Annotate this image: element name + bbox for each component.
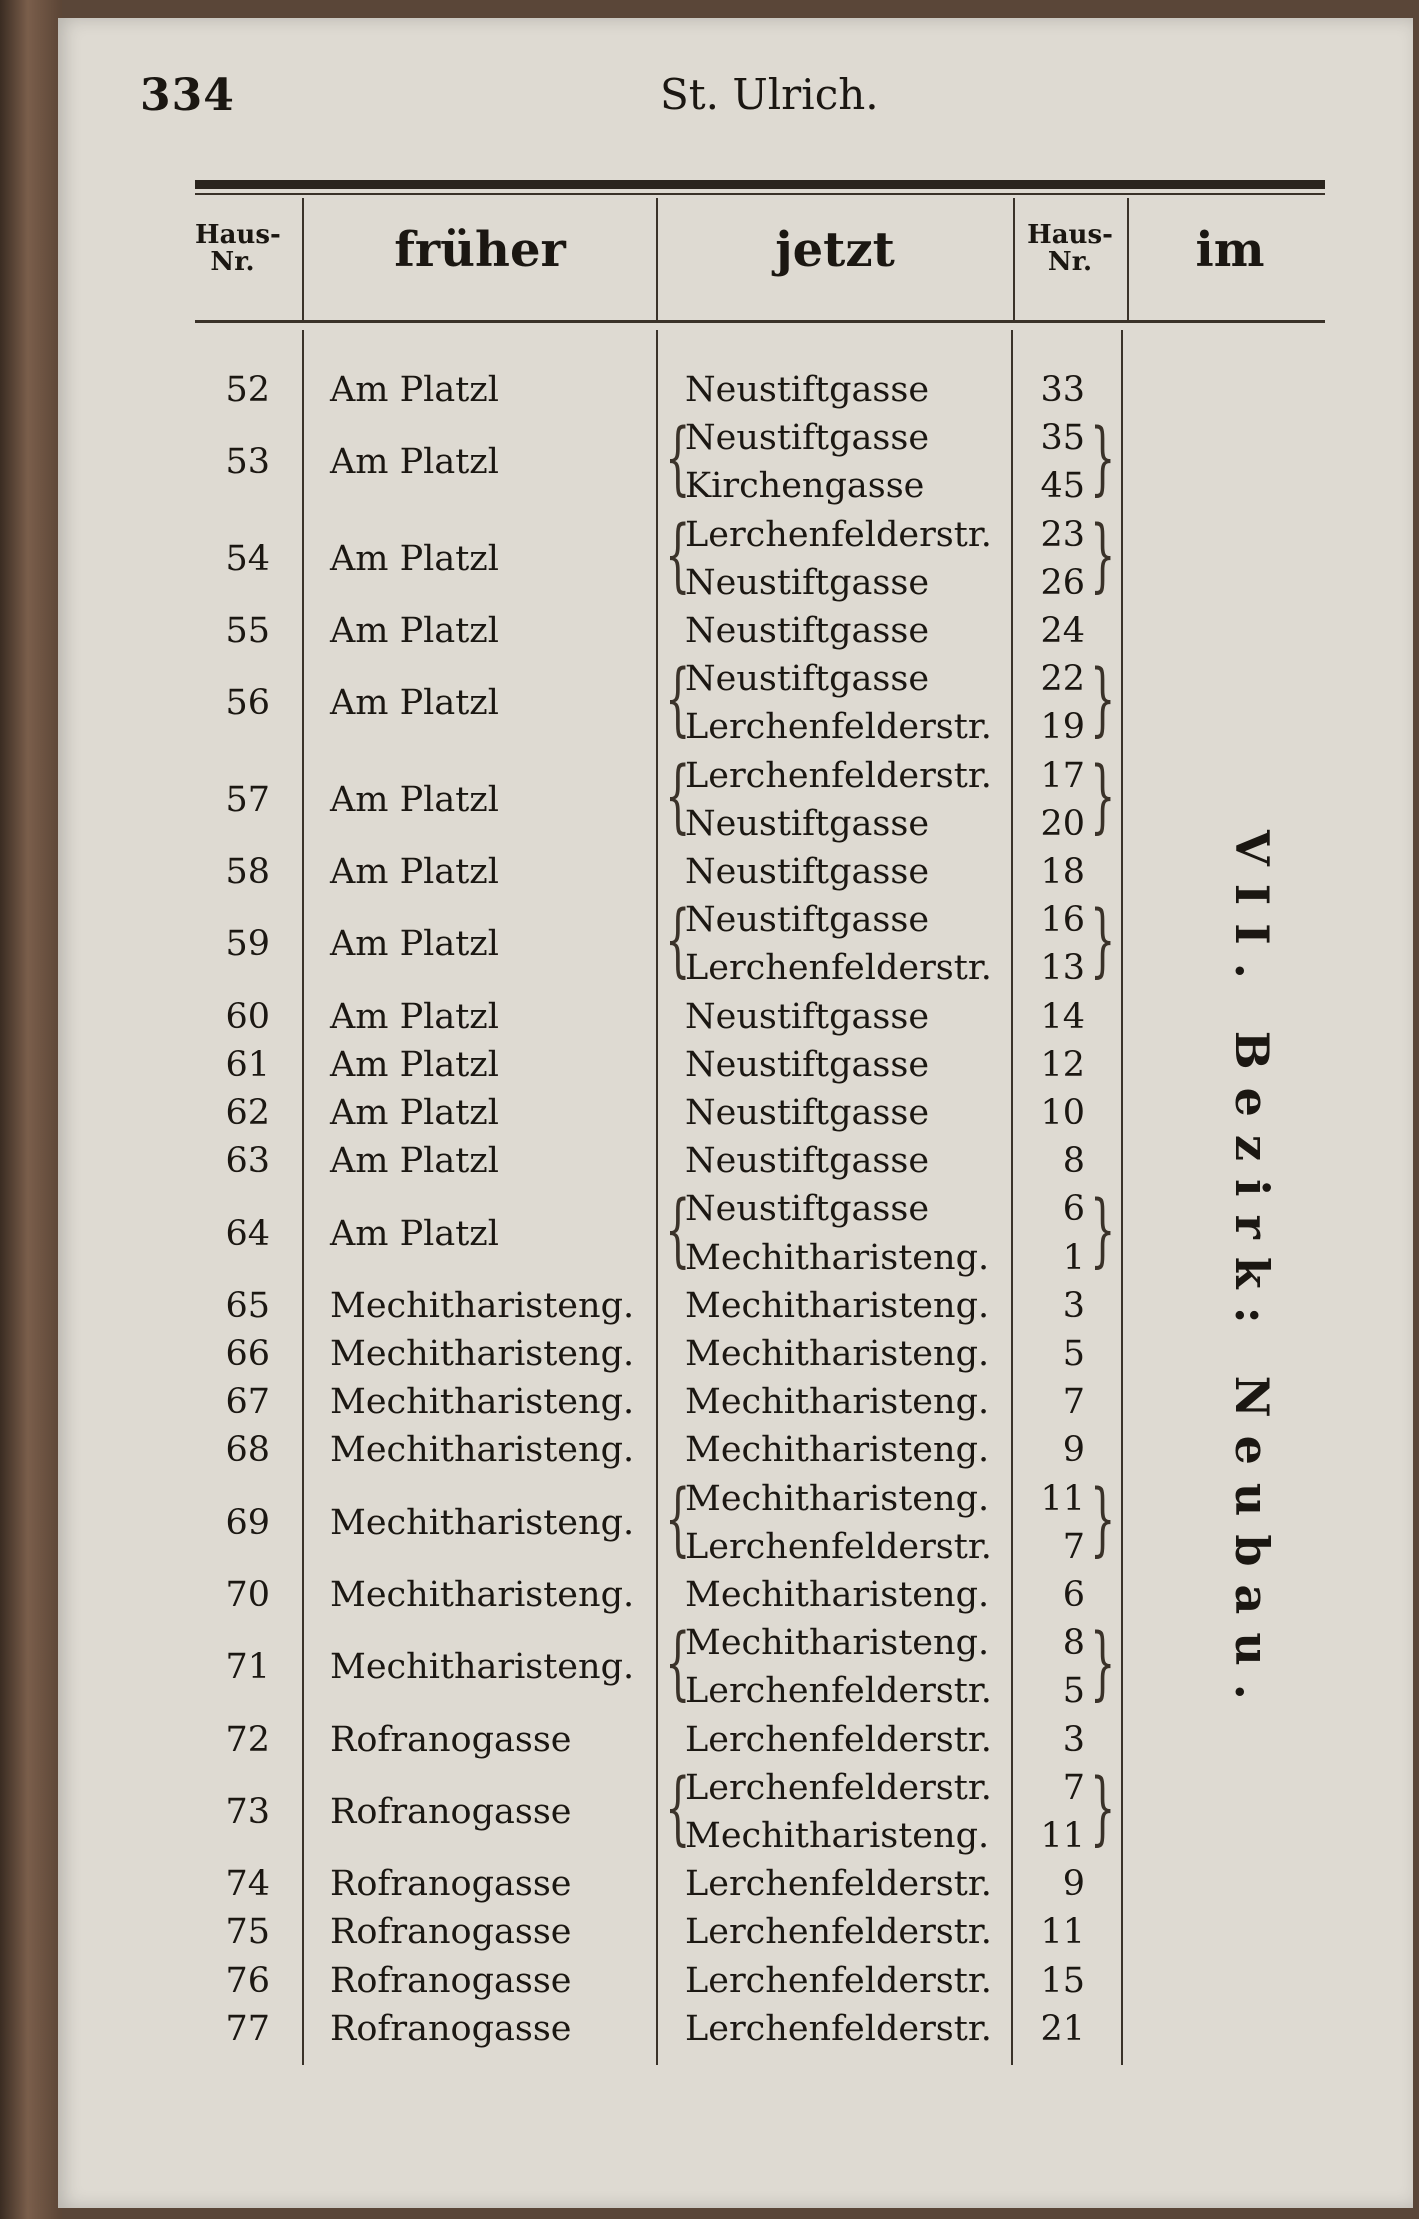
new-house-number: 21 xyxy=(1040,2008,1085,2049)
column-divider xyxy=(1013,198,1015,323)
current-street: Mechitharisteng. xyxy=(685,1285,990,1326)
current-street: Neustiftgasse xyxy=(685,1093,930,1133)
book-spine xyxy=(0,0,62,2219)
old-house-number: 77 xyxy=(225,2008,270,2049)
former-street: Rofranogasse xyxy=(330,2008,572,2049)
group-brace-left: { xyxy=(665,509,691,602)
new-house-number: 23 xyxy=(1040,514,1085,555)
new-house-number: 13 xyxy=(1040,948,1085,989)
old-house-number: 56 xyxy=(225,683,270,724)
group-brace-right: } xyxy=(1090,895,1116,988)
current-street: Lerchenfelderstr. xyxy=(685,1864,992,1905)
new-house-number: 7 xyxy=(1062,1767,1085,1808)
new-house-number: 3 xyxy=(1062,1285,1085,1326)
old-house-number: 66 xyxy=(225,1334,270,1374)
header-rule-thin xyxy=(195,193,1325,195)
old-house-number: 73 xyxy=(225,1791,270,1832)
new-house-number: 10 xyxy=(1040,1093,1085,1133)
district-label: VII. Bezirk: Neubau. xyxy=(1225,830,1279,1718)
new-house-number: 17 xyxy=(1040,755,1085,796)
current-street: Neustiftgasse xyxy=(685,1044,930,1085)
new-house-number: 18 xyxy=(1040,852,1085,892)
group-brace-left: { xyxy=(665,654,691,747)
column-header-frueher: früher xyxy=(394,222,566,278)
current-street: Neustiftgasse xyxy=(685,1189,930,1230)
former-street: Rofranogasse xyxy=(330,1719,572,1760)
current-street: Mechitharisteng. xyxy=(685,1237,990,1278)
page-header xyxy=(140,70,1340,130)
old-house-number: 53 xyxy=(225,442,270,483)
header-rule-thick xyxy=(195,180,1325,189)
column-divider xyxy=(1011,330,1013,2065)
current-street: Mechitharisteng. xyxy=(685,1382,990,1423)
former-street: Rofranogasse xyxy=(330,1912,572,1953)
new-house-number: 6 xyxy=(1062,1575,1085,1615)
former-street: Am Platzl xyxy=(330,1141,499,1182)
group-brace-right: } xyxy=(1090,1762,1116,1855)
current-street: Neustiftgasse xyxy=(685,611,930,651)
current-street: Mechitharisteng. xyxy=(685,1430,990,1471)
old-house-number: 69 xyxy=(225,1502,270,1543)
current-street: Lerchenfelderstr. xyxy=(685,948,992,989)
former-street: Mechitharisteng. xyxy=(330,1575,635,1615)
current-street: Lerchenfelderstr. xyxy=(685,1526,992,1567)
running-head: St. Ulrich. xyxy=(660,70,879,119)
new-house-number: 35 xyxy=(1040,418,1085,459)
former-street: Am Platzl xyxy=(330,442,499,483)
column-divider xyxy=(1121,330,1123,2065)
group-brace-left: { xyxy=(665,413,691,506)
new-house-number: 8 xyxy=(1062,1623,1085,1664)
current-street: Mechitharisteng. xyxy=(685,1334,990,1374)
new-house-number: 3 xyxy=(1062,1719,1085,1760)
column-header-im: im xyxy=(1195,222,1265,278)
old-house-number: 61 xyxy=(225,1044,270,1085)
new-house-number: 14 xyxy=(1040,996,1085,1037)
new-house-number: 11 xyxy=(1040,1478,1085,1519)
old-house-number: 71 xyxy=(225,1647,270,1688)
former-street: Am Platzl xyxy=(330,611,499,651)
old-house-number: 72 xyxy=(225,1719,270,1760)
column-divider xyxy=(656,198,658,323)
former-street: Am Platzl xyxy=(330,996,499,1037)
old-house-number: 75 xyxy=(225,1912,270,1953)
current-street: Mechitharisteng. xyxy=(685,1478,990,1519)
former-street: Mechitharisteng. xyxy=(330,1647,635,1688)
column-divider xyxy=(1127,198,1129,323)
former-street: Am Platzl xyxy=(330,1044,499,1085)
old-house-number: 76 xyxy=(225,1960,270,2001)
new-house-number: 7 xyxy=(1062,1382,1085,1423)
current-street: Neustiftgasse xyxy=(685,1141,930,1182)
group-brace-right: } xyxy=(1090,413,1116,506)
current-street: Neustiftgasse xyxy=(685,418,930,459)
old-house-number: 68 xyxy=(225,1430,270,1471)
new-house-number: 45 xyxy=(1040,466,1085,507)
new-house-number: 15 xyxy=(1040,1960,1085,2001)
column-header-haus-nr-right: Haus- Nr. xyxy=(1027,220,1113,278)
new-house-number: 19 xyxy=(1040,707,1085,748)
current-street: Neustiftgasse xyxy=(685,852,930,892)
old-house-number: 59 xyxy=(225,924,270,965)
new-house-number: 16 xyxy=(1040,900,1085,941)
group-brace-right: } xyxy=(1090,509,1116,602)
group-brace-left: { xyxy=(665,895,691,988)
current-street: Lerchenfelderstr. xyxy=(685,707,992,748)
group-brace-right: } xyxy=(1090,1473,1116,1566)
new-house-number: 1 xyxy=(1062,1237,1085,1278)
group-brace-left: { xyxy=(665,1762,691,1855)
new-house-number: 5 xyxy=(1062,1671,1085,1712)
old-house-number: 64 xyxy=(225,1213,270,1254)
column-divider xyxy=(302,330,304,2065)
new-house-number: 7 xyxy=(1062,1526,1085,1567)
column-header-jetzt: jetzt xyxy=(775,222,895,278)
column-header-haus-nr-left: Haus- Nr. xyxy=(195,220,281,278)
current-street: Neustiftgasse xyxy=(685,803,930,844)
old-house-number: 58 xyxy=(225,852,270,892)
current-street: Lerchenfelderstr. xyxy=(685,2008,992,2049)
new-house-number: 20 xyxy=(1040,803,1085,844)
group-brace-right: } xyxy=(1090,750,1116,843)
old-house-number: 63 xyxy=(225,1141,270,1182)
group-brace-left: { xyxy=(665,1184,691,1277)
new-house-number: 26 xyxy=(1040,562,1085,603)
new-house-number: 6 xyxy=(1062,1189,1085,1230)
old-house-number: 74 xyxy=(225,1864,270,1905)
current-street: Lerchenfelderstr. xyxy=(685,1671,992,1712)
new-house-number: 9 xyxy=(1062,1864,1085,1905)
new-house-number: 5 xyxy=(1062,1334,1085,1374)
current-street: Lerchenfelderstr. xyxy=(685,1767,992,1808)
former-street: Am Platzl xyxy=(330,683,499,724)
old-house-number: 52 xyxy=(225,370,270,410)
current-street: Mechitharisteng. xyxy=(685,1623,990,1664)
column-divider xyxy=(656,330,658,2065)
former-street: Am Platzl xyxy=(330,370,499,410)
current-street: Lerchenfelderstr. xyxy=(685,1912,992,1953)
former-street: Am Platzl xyxy=(330,779,499,820)
former-street: Mechitharisteng. xyxy=(330,1382,635,1423)
current-street: Kirchengasse xyxy=(685,466,925,507)
new-house-number: 9 xyxy=(1062,1430,1085,1471)
old-house-number: 62 xyxy=(225,1093,270,1133)
header-rule-bottom xyxy=(195,320,1325,323)
former-street: Am Platzl xyxy=(330,1093,499,1133)
former-street: Am Platzl xyxy=(330,852,499,892)
current-street: Lerchenfelderstr. xyxy=(685,755,992,796)
former-street: Mechitharisteng. xyxy=(330,1502,635,1543)
group-brace-right: } xyxy=(1090,1184,1116,1277)
current-street: Neustiftgasse xyxy=(685,900,930,941)
old-house-number: 70 xyxy=(225,1575,270,1615)
current-street: Lerchenfelderstr. xyxy=(685,1719,992,1760)
former-street: Mechitharisteng. xyxy=(330,1430,635,1471)
old-house-number: 67 xyxy=(225,1382,270,1423)
old-house-number: 55 xyxy=(225,611,270,651)
old-house-number: 60 xyxy=(225,996,270,1037)
new-house-number: 22 xyxy=(1040,659,1085,700)
current-street: Lerchenfelderstr. xyxy=(685,1960,992,2001)
current-street: Neustiftgasse xyxy=(685,562,930,603)
current-street: Neustiftgasse xyxy=(685,659,930,700)
old-house-number: 54 xyxy=(225,538,270,579)
new-house-number: 8 xyxy=(1062,1141,1085,1182)
new-house-number: 11 xyxy=(1040,1912,1085,1953)
old-house-number: 57 xyxy=(225,779,270,820)
new-house-number: 24 xyxy=(1040,611,1085,651)
former-street: Am Platzl xyxy=(330,1213,499,1254)
current-street: Lerchenfelderstr. xyxy=(685,514,992,555)
group-brace-left: { xyxy=(665,1473,691,1566)
former-street: Mechitharisteng. xyxy=(330,1334,635,1374)
former-street: Rofranogasse xyxy=(330,1960,572,2001)
former-street: Rofranogasse xyxy=(330,1791,572,1832)
former-street: Am Platzl xyxy=(330,538,499,579)
group-brace-left: { xyxy=(665,750,691,843)
group-brace-right: } xyxy=(1090,1618,1116,1711)
new-house-number: 12 xyxy=(1040,1044,1085,1085)
former-street: Mechitharisteng. xyxy=(330,1285,635,1326)
new-house-number: 33 xyxy=(1040,370,1085,410)
current-street: Mechitharisteng. xyxy=(685,1816,990,1856)
group-brace-right: } xyxy=(1090,654,1116,747)
former-street: Rofranogasse xyxy=(330,1864,572,1905)
current-street: Mechitharisteng. xyxy=(685,1575,990,1615)
current-street: Neustiftgasse xyxy=(685,370,930,410)
old-house-number: 65 xyxy=(225,1285,270,1326)
former-street: Am Platzl xyxy=(330,924,499,965)
column-divider xyxy=(302,198,304,323)
group-brace-left: { xyxy=(665,1618,691,1711)
current-street: Neustiftgasse xyxy=(685,996,930,1037)
new-house-number: 11 xyxy=(1040,1816,1085,1856)
page-number: 334 xyxy=(140,70,235,121)
